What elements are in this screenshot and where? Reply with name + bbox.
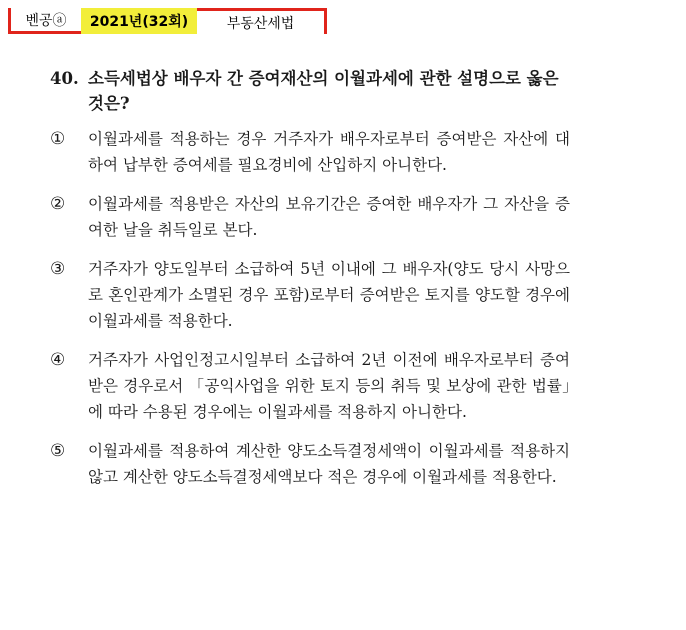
option-mark: ④ (50, 350, 66, 370)
option-3[interactable] (50, 256, 570, 334)
option-mark: ① (50, 129, 66, 149)
option-2[interactable] (50, 191, 570, 243)
option-text: 거주자가 사업인정고시일부터 소급하여 2년 이전에 배우자로부터 증여받은 경우로서 「공익사업을 위한 토지 등의 취득 및 보상에 관한 법률」에 따라 수용된 경우에는 이월과세를 적용하지 아니한다. (88, 351, 570, 421)
option-text: 이월과세를 적용하여 계산한 양도소득결정세액이 이월과세를 적용하지 않고 계산한 양도소득결정세액보다 적은 경우에 이월과세를 적용한다. (88, 442, 570, 486)
option-mark: ⑤ (50, 441, 66, 461)
header-brand: 벤공ⓐ (8, 8, 81, 34)
option-text: 이월과세를 적용받은 자산의 보유기간은 증여한 배우자가 그 자산을 증여한 날을 취득일로 본다. (88, 195, 570, 239)
exam-header (8, 8, 327, 34)
option-5[interactable] (50, 438, 570, 490)
option-4[interactable] (50, 347, 570, 425)
option-1[interactable] (50, 126, 570, 178)
header-year: 2021년(32회) (81, 8, 197, 34)
option-list (50, 126, 570, 503)
question-number: 40. (50, 69, 79, 88)
option-text: 거주자가 양도일부터 소급하여 5년 이내에 그 배우자(양도 당시 사망으로 혼인관계가 소멸된 경우 포함)로부터 증여받은 토지를 양도할 경우에 이월과세를 적용한다. (88, 260, 570, 330)
option-mark: ③ (50, 259, 66, 279)
option-text: 이월과세를 적용하는 경우 거주자가 배우자로부터 증여받은 자산에 대하여 납부한 증여세를 필요경비에 산입하지 아니한다. (88, 130, 570, 174)
question (50, 66, 570, 116)
option-mark: ② (50, 194, 66, 214)
question-text: 소득세법상 배우자 간 증여재산의 이월과세에 관한 설명으로 옳은 것은? (88, 69, 559, 113)
header-subject: 부동산세법 (197, 8, 327, 34)
